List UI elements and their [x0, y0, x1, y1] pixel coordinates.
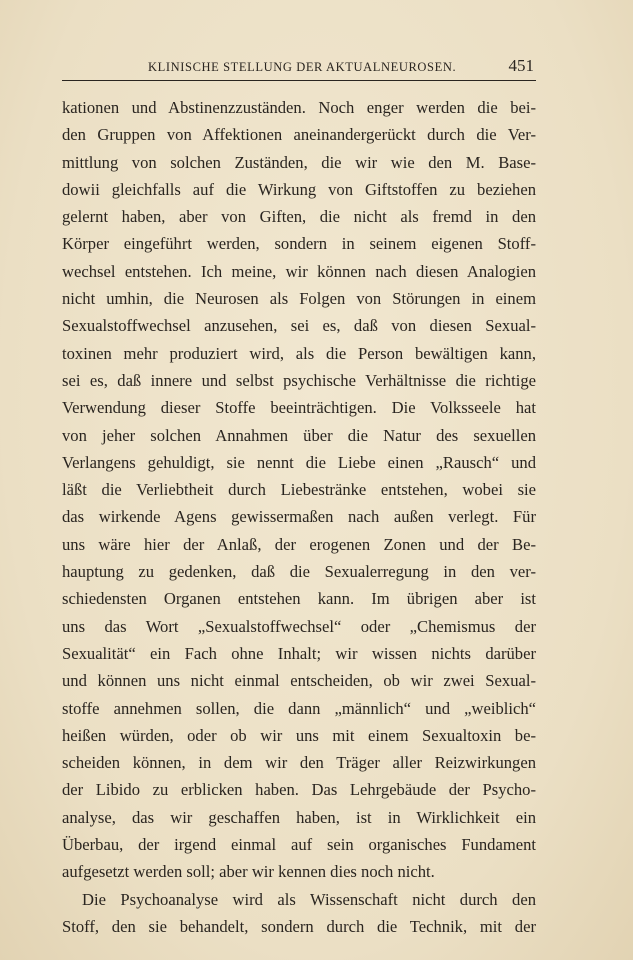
text-line: nicht umhin, die Neurosen als Folgen von Störungen in einem — [62, 289, 536, 309]
page-header — [62, 56, 536, 80]
running-title: KLINISCHE STELLUNG DER AKTUALNEUROSEN. — [148, 60, 457, 74]
text-line: analyse, das wir geschaffen haben, ist in Wirklichkeit ein — [62, 807, 536, 827]
text-line: gelernt haben, aber von Giften, die nicht als fremd in den — [62, 207, 536, 227]
text-line: läßt die Verliebtheit durch Liebestränke entstehen, wobei sie — [62, 480, 536, 500]
text-line: Stoff, den sie behandelt, sondern durch die Technik, mit der — [62, 916, 536, 936]
text-line: stoffe annehmen sollen, die dann „männlich“ und „weiblich“ — [62, 698, 536, 718]
text-line: uns das Wort „Sexualstoffwechsel“ oder „Chemismus der — [62, 616, 536, 636]
header-rule — [62, 80, 536, 81]
text-line: heißen würden, oder ob wir uns mit einem Sexualtoxin be- — [62, 725, 536, 745]
text-line: Überbau, der irgend einmal auf sein organisches Fundament — [62, 835, 536, 855]
text-line: uns wäre hier der Anlaß, der erogenen Zonen und der Be- — [62, 534, 536, 554]
text-line: wechsel entstehen. Ich meine, wir können nach diesen Analogien — [62, 261, 536, 281]
body-text — [62, 94, 536, 940]
text-line: Sexualität“ ein Fach ohne Inhalt; wir wissen nichts darüber — [62, 643, 536, 663]
text-line: von jeher solchen Annahmen über die Natur des sexuellen — [62, 425, 536, 445]
text-line: scheiden können, in dem wir den Träger aller Reizwirkungen — [62, 753, 536, 773]
text-line: und können uns nicht einmal entscheiden, ob wir zwei Sexual- — [62, 671, 536, 691]
text-line: hauptung zu gedenken, daß die Sexualerregung in den ver- — [62, 562, 536, 582]
text-line: sei es, daß innere und selbst psychische Verhältnisse die richtige — [62, 370, 536, 390]
text-line: der Libido zu erblicken haben. Das Lehrgebäude der Psycho- — [62, 780, 536, 800]
page-number: 451 — [508, 56, 534, 75]
text-line: dowii gleichfalls auf die Wirkung von Giftstoffen zu beziehen — [62, 179, 536, 199]
text-line: mittlung von solchen Zuständen, die wir wie den M. Base- — [62, 152, 536, 172]
text-line: das wirkende Agens gewissermaßen nach außen verlegt. Für — [62, 507, 536, 527]
text-line: Die Psychoanalyse wird als Wissenschaft nicht durch den — [82, 889, 536, 909]
text-line: schiedensten Organen entstehen kann. Im übrigen aber ist — [62, 589, 536, 609]
text-line: aufgesetzt werden soll; aber wir kennen dies noch nicht. — [62, 862, 435, 882]
text-line: kationen und Abstinenzzuständen. Noch enger werden die bei- — [62, 98, 536, 117]
text-line: den Gruppen von Affektionen aneinandergerückt durch die Ver- — [62, 125, 536, 145]
text-line: Körper eingeführt werden, sondern in seinem eigenen Stoff- — [62, 234, 536, 254]
text-line: Sexualstoffwechsel anzusehen, sei es, daß von diesen Sexual- — [62, 316, 536, 336]
text-line: Verlangens gehuldigt, sie nennt die Liebe einen „Rausch“ und — [62, 452, 536, 472]
text-line: Verwendung dieser Stoffe beeinträchtigen. Die Volksseele hat — [62, 398, 536, 418]
text-line: toxinen mehr produziert wird, als die Person bewältigen kann, — [62, 343, 536, 363]
